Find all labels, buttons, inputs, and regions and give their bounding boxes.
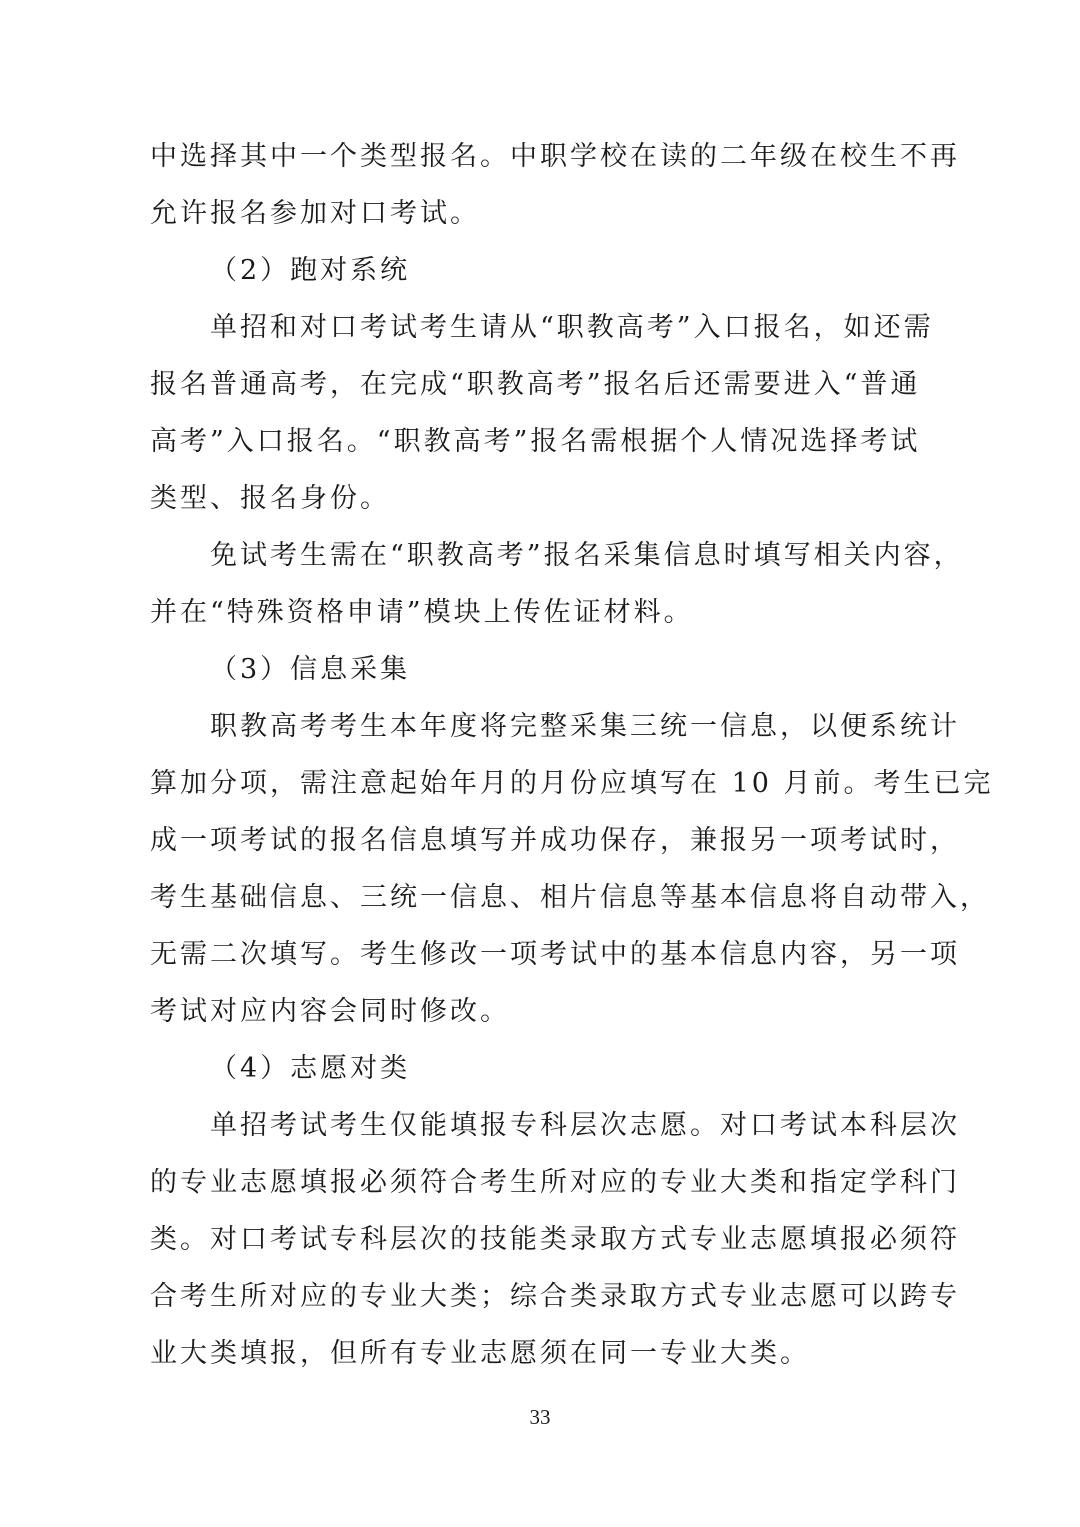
text-line: 类型、报名身份。 xyxy=(150,483,390,514)
page-number: 33 xyxy=(529,1405,551,1429)
section-heading-2: （2）跑对系统 xyxy=(210,255,411,286)
text-line: 中选择其中一个类型报名。中职学校在读的二年级在校生不再 xyxy=(150,141,960,172)
text-line: 无需二次填写。考生修改一项考试中的基本信息内容，另一项 xyxy=(150,939,960,970)
text-line: 考生基础信息、三统一信息、相片信息等基本信息将自动带入， xyxy=(150,882,990,913)
text-line: 单招和对口考试考生请从“职教高考”入口报名，如还需 xyxy=(210,312,934,343)
text-line: 业大类填报，但所有专业志愿须在同一专业大类。 xyxy=(150,1338,810,1369)
section-heading-4: （4）志愿对类 xyxy=(210,1053,411,1084)
text-line: 并在“特殊资格申请”模块上传佐证材料。 xyxy=(150,597,694,628)
section-heading-3: （3）信息采集 xyxy=(210,654,411,685)
text-line: 考试对应内容会同时修改。 xyxy=(150,996,510,1027)
document-body xyxy=(150,128,994,1382)
text-line: 高考”入口报名。“职教高考”报名需根据个人情况选择考试 xyxy=(150,426,921,457)
text-line: 允许报名参加对口考试。 xyxy=(150,198,480,229)
text-line: 算加分项，需注意起始年月的月份应填写在 10 月前。考生已完 xyxy=(150,768,994,799)
text-line: 的专业志愿填报必须符合考生所对应的专业大类和指定学科门 xyxy=(150,1167,960,1198)
text-line: 合考生所对应的专业大类；综合类录取方式专业志愿可以跨专 xyxy=(150,1281,960,1312)
text-line: 单招考试考生仅能填报专科层次志愿。对口考试本科层次 xyxy=(210,1110,960,1141)
text-line: 免试考生需在“职教高考”报名采集信息时填写相关内容， xyxy=(210,540,964,571)
text-line: 成一项考试的报名信息填写并成功保存，兼报另一项考试时， xyxy=(150,825,960,856)
text-line: 类。对口考试专科层次的技能类录取方式专业志愿填报必须符 xyxy=(150,1224,960,1255)
text-line: 职教高考考生本年度将完整采集三统一信息，以便系统计 xyxy=(210,711,960,742)
text-line: 报名普通高考，在完成“职教高考”报名后还需要进入“普通 xyxy=(150,369,921,400)
